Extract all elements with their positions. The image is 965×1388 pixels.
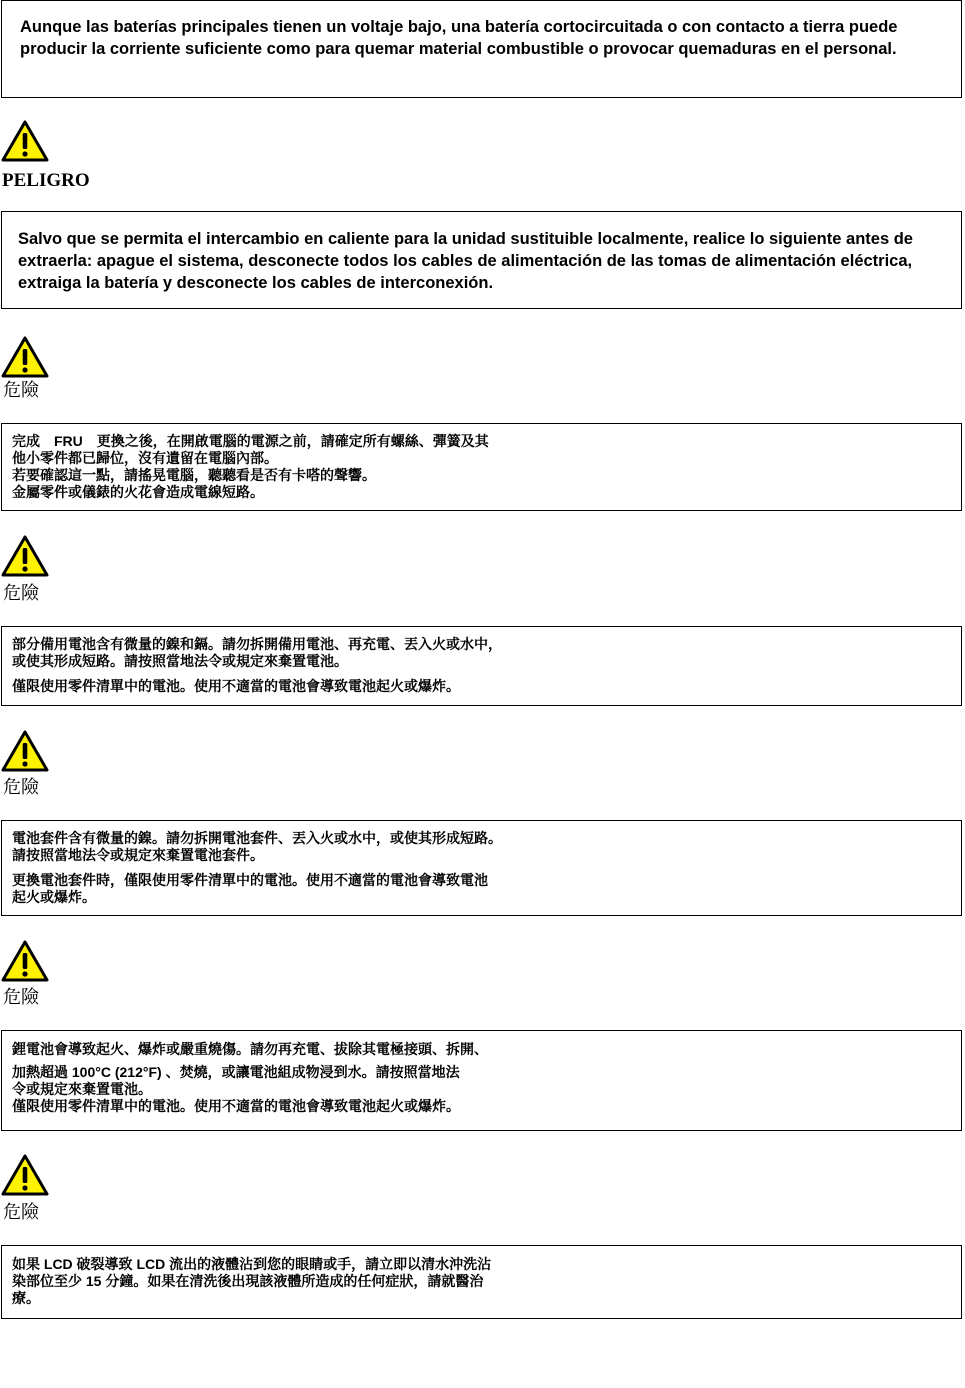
notice-line: 加熱超過 100°C (212°F) 、焚燒，或讓電池組成物浸到水。請按照當地法 [12, 1064, 460, 1080]
danger-signal-word: 危險 [3, 777, 39, 798]
warning-triangle-icon [1, 534, 49, 578]
notice-line: 完成 FRU 更換之後，在開啟電腦的電源之前，請確定所有螺絲、彈簧及其 [12, 433, 489, 449]
danger-signal-word: 危險 [3, 583, 39, 604]
notice-line: 金屬零件或儀錶的火花會造成電線短路。 [12, 484, 264, 500]
notice-line: 如果 LCD 破裂導致 LCD 流出的液體沾到您的眼睛或手，請立即以清水沖洗沾 [12, 1256, 492, 1272]
notice-line: 或使其形成短路。請按照當地法令或規定來棄置電池。 [12, 653, 348, 669]
danger-signal-word: PELIGRO [2, 170, 90, 191]
danger-signal-word: 危險 [3, 1202, 39, 1223]
notice-line: 鋰電池會導致起火、爆炸或嚴重燒傷。請勿再充電、拔除其電極接頭、拆開、 [12, 1041, 488, 1057]
battery-caution-box [1, 0, 962, 98]
notice-line: 電池套件含有微量的鎳。請勿拆開電池套件、丟入火或水中，或使其形成短路。 [12, 830, 502, 846]
warning-triangle-icon [1, 729, 49, 773]
notice-line: 他小零件都已歸位，沒有遺留在電腦內部。 [12, 450, 278, 466]
warning-triangle-icon [1, 939, 49, 983]
notice-line: 請按照當地法令或規定來棄置電池套件。 [12, 847, 264, 863]
battery-pack-notice-box [1, 820, 962, 916]
fru-notice-box [1, 423, 962, 511]
peligro-notice-box [1, 211, 962, 309]
lcd-notice-box [1, 1245, 962, 1319]
peligro-text: Salvo que se permita el intercambio en caliente para la unidad sustituible localmente, realice lo siguiente antes de extraerla: apague el sistema, desconecte todos los cables de alimentación de las tomas de alimentación eléctrica, extraiga la batería y desconecte los cables de interconexión. [18, 230, 913, 292]
backup-battery-notice-box [1, 626, 962, 706]
warning-triangle-icon [1, 1153, 49, 1197]
notice-line: 若要確認這一點，請搖晃電腦，聽聽看是否有卡嗒的聲響。 [12, 467, 376, 483]
notice-line: 部分備用電池含有微量的鎳和鎘。請勿拆開備用電池、再充電、丟入火或水中， [12, 636, 502, 652]
danger-signal-word: 危險 [3, 987, 39, 1008]
notice-line: 令或規定來棄置電池。 [12, 1081, 152, 1097]
warning-triangle-icon [1, 119, 49, 163]
notice-line: 療。 [12, 1290, 40, 1306]
notice-line: 僅限使用零件清單中的電池。使用不適當的電池會導致電池起火或爆炸。 [12, 1098, 460, 1114]
notice-line: 起火或爆炸。 [12, 889, 96, 905]
lithium-battery-notice-box [1, 1030, 962, 1131]
notice-line: 染部位至少 15 分鐘。如果在清洗後出現該液體所造成的任何症狀，請就醫治 [12, 1273, 484, 1289]
warning-triangle-icon [1, 335, 49, 379]
notice-line: 僅限使用零件清單中的電池。使用不適當的電池會導致電池起火或爆炸。 [12, 678, 460, 694]
danger-signal-word: 危險 [3, 380, 39, 401]
caution-text: Aunque las baterías principales tienen un voltaje bajo, una batería cortocircuitada o con contacto a tierra puede producir la corriente suficiente como para quemar material combustible o provocar quemaduras en el personal. [20, 18, 898, 58]
notice-line: 更換電池套件時，僅限使用零件清單中的電池。使用不適當的電池會導致電池 [12, 872, 488, 888]
